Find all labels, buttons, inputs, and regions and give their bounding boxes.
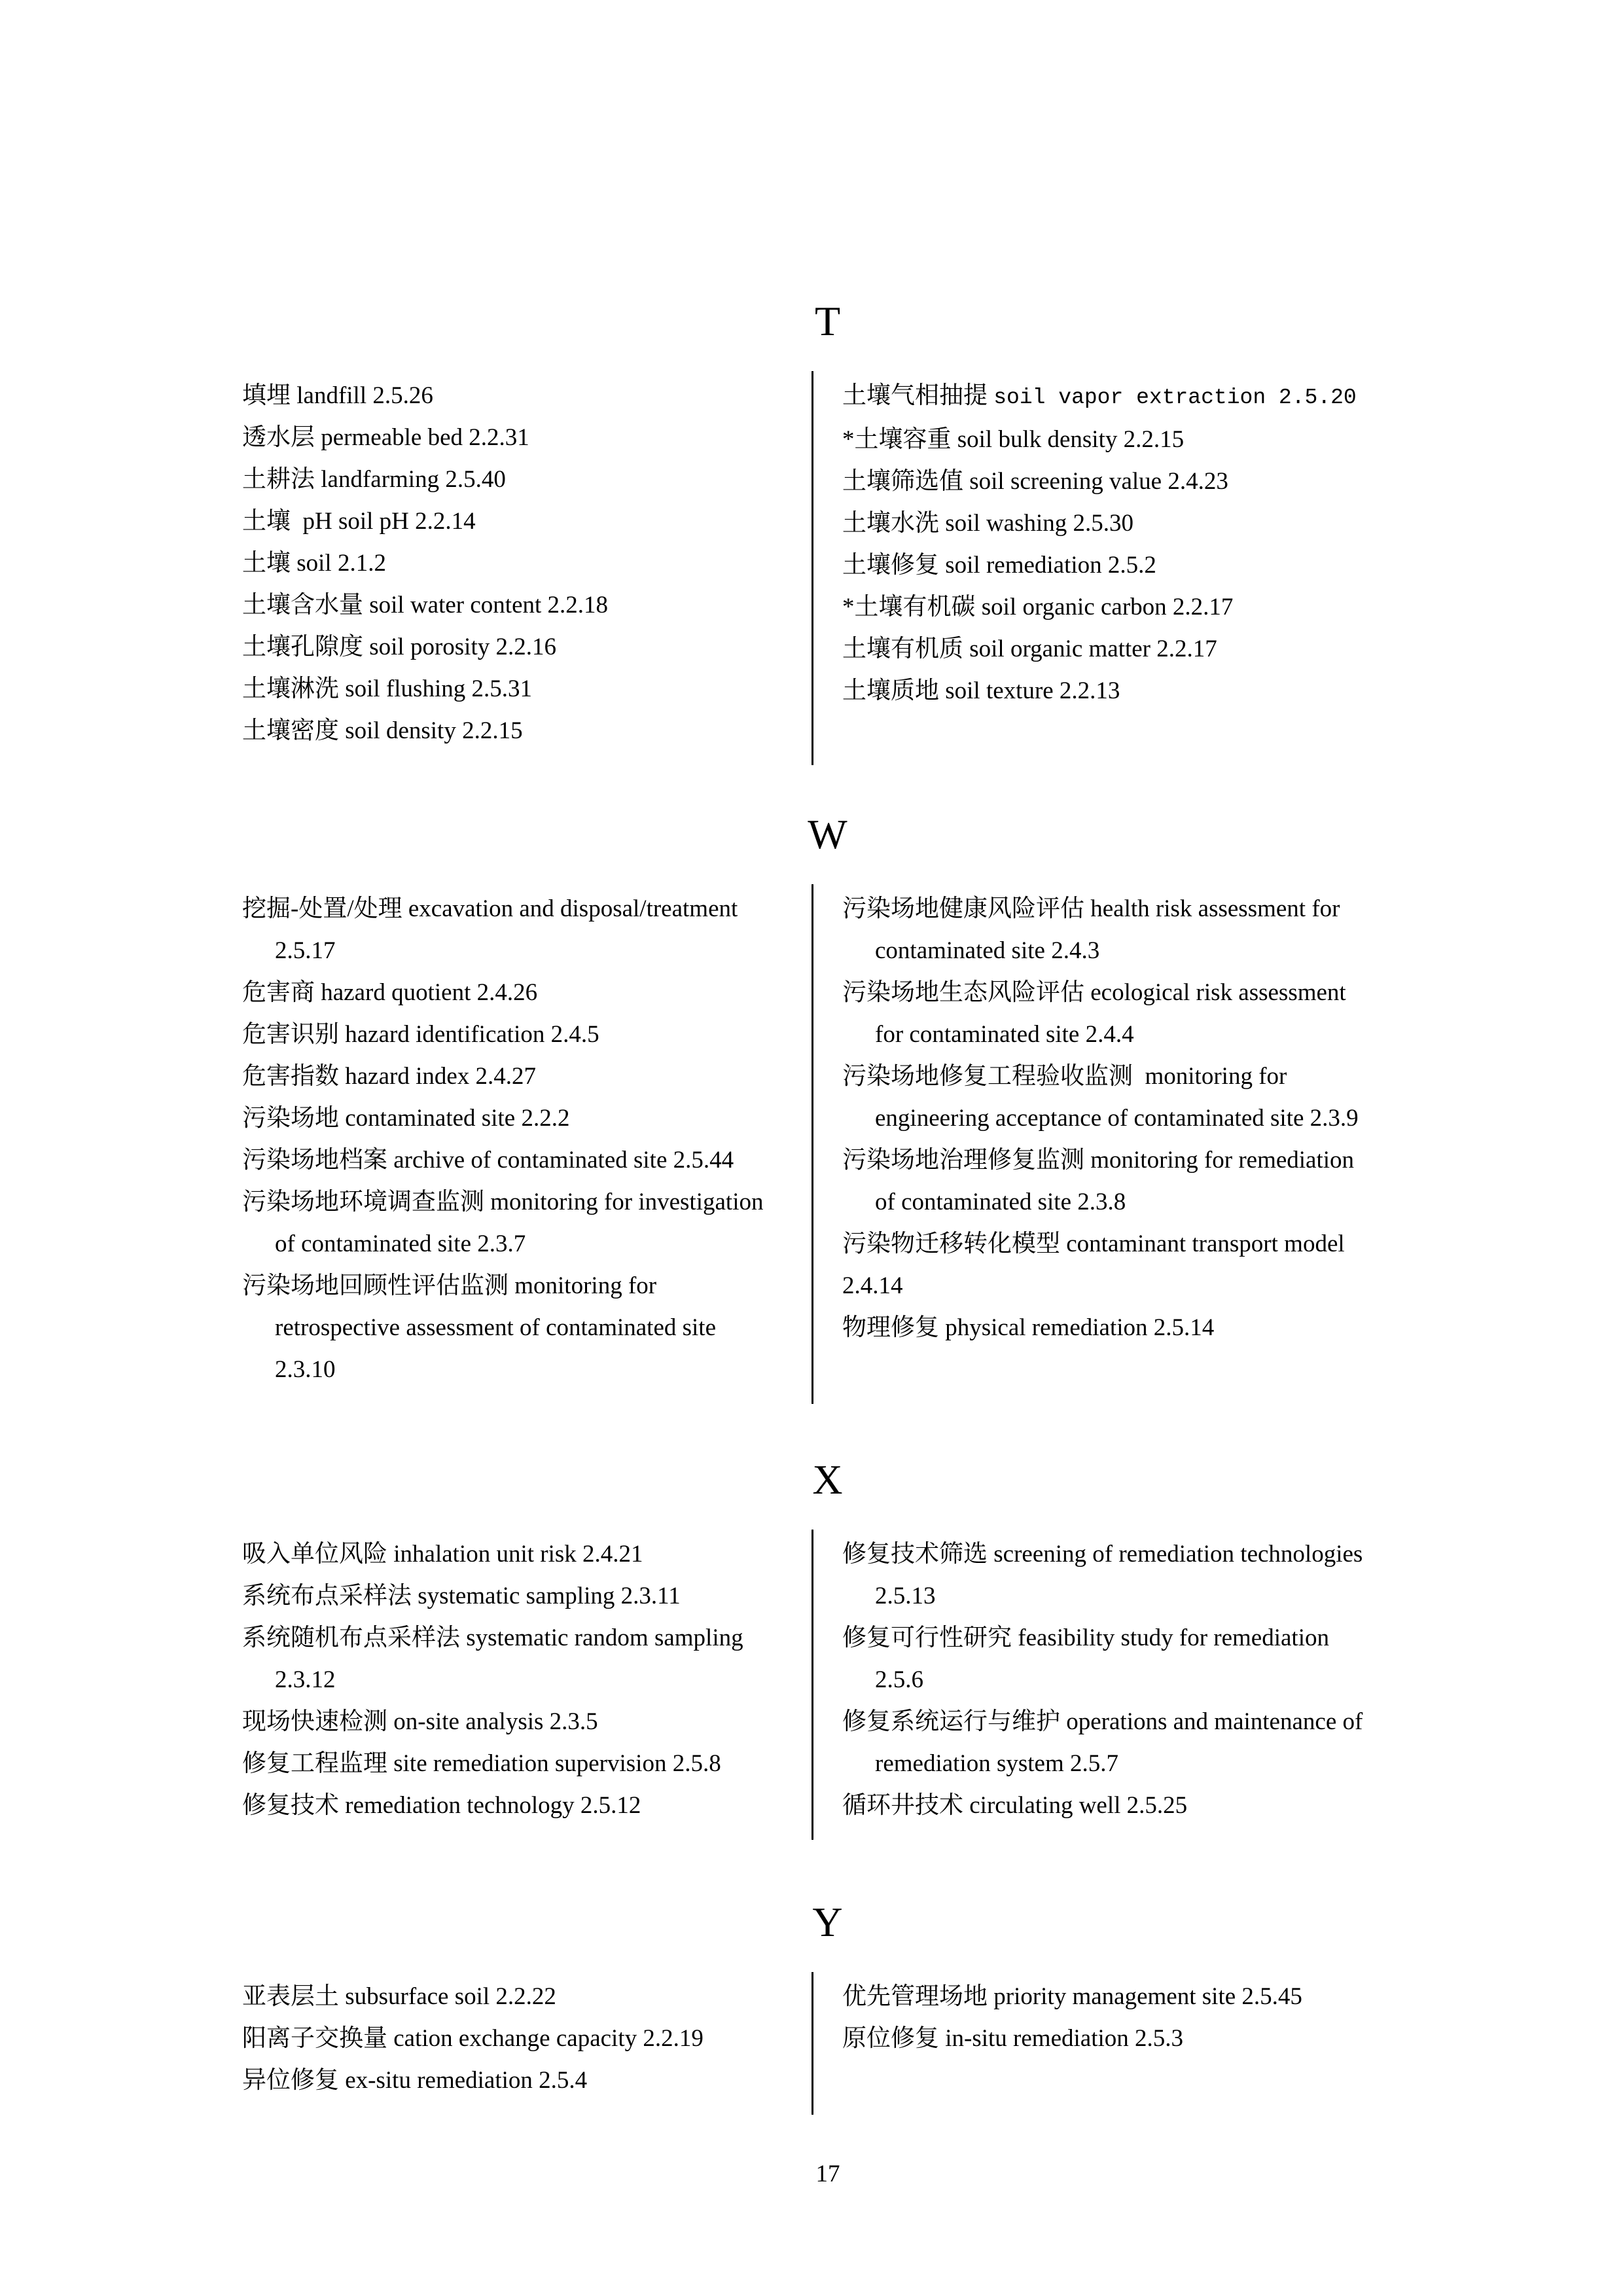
index-entry-line: 亚表层土 subsurface soil 2.2.22 [242,1983,556,2010]
index-entry-line: 2.5.13 [875,1583,936,1609]
index-entry-line: 污染物迁移转化模型 contaminant transport model [842,1230,1345,1257]
index-entry-line: 2.3.12 [275,1666,336,1693]
index-entry-line: 修复技术筛选 screening of remediation technologies [842,1541,1363,1568]
section-header-X: X [812,1456,844,1503]
index-entry-line: 系统随机布点采样法 systematic random sampling [242,1624,743,1651]
right-column [813,884,1414,1404]
left-column [242,1972,812,2115]
index-entry-line: 土壤 pH soil pH 2.2.14 [242,508,476,535]
index-entry-line: of contaminated site 2.3.8 [875,1189,1126,1215]
index-section-X [242,1456,1414,1840]
index-entry-line: 2.5.6 [875,1666,923,1693]
index-entry-line: 土耕法 landfarming 2.5.40 [242,466,506,493]
right-column [813,1972,1414,2115]
index-entry-line: 污染场地档案 archive of contaminated site 2.5.44 [242,1147,734,1174]
index-entry-line: remediation system 2.5.7 [875,1750,1118,1777]
section-header-T: T [814,298,842,344]
index-entry-line: for contaminated site 2.4.4 [875,1021,1134,1048]
index-entry-line: 现场快速检测 on-site analysis 2.3.5 [242,1708,598,1735]
index-entry-line: 土壤 soil 2.1.2 [242,550,386,577]
index-entry-line: 2.3.10 [275,1356,336,1383]
index-entry-line: 修复技术 remediation technology 2.5.12 [242,1792,641,1819]
index-entry-line: 挖掘-处置/处理 excavation and disposal/treatment [242,895,738,922]
index-entry-line: 土壤含水量 soil water content 2.2.18 [242,592,609,619]
index-entry-line: 阳离子交换量 cation exchange capacity 2.2.19 [242,2025,704,2052]
index-entry-line: 原位修复 in-situ remediation 2.5.3 [842,2025,1184,2052]
index-entry-line: 污染场地治理修复监测 monitoring for remediation [842,1147,1355,1174]
index-entry-line: engineering acceptance of contaminated site 2.3.9 [875,1105,1359,1132]
index-entry-line: 土壤密度 soil density 2.2.15 [242,717,523,744]
index-section-T [242,298,1414,765]
left-column [242,1530,812,1840]
index-entry-line: 填埋 landfill 2.5.26 [242,382,433,409]
index-entry-line: 物理修复 physical remediation 2.5.14 [842,1314,1215,1341]
index-entry-line: 修复可行性研究 feasibility study for remediation [842,1624,1329,1651]
page-number: 17 [815,2161,840,2187]
left-column [242,884,812,1404]
index-entry-line: 循环井技术 circulating well 2.5.25 [842,1792,1188,1819]
sections-root [242,298,1414,2115]
index-entry-line: 危害指数 hazard index 2.4.27 [242,1063,537,1090]
entry-term-chinese: 土壤气相抽提 [842,382,994,409]
index-section-Y [242,1899,1414,2115]
section-header-Y: Y [812,1899,844,1945]
right-column [813,371,1414,765]
index-entry-line: *土壤容重 soil bulk density 2.2.15 [842,426,1185,453]
index-entry-line: 2.5.17 [275,937,336,964]
index-section-W [242,811,1414,1404]
index-entry-line: *土壤有机碳 soil organic carbon 2.2.17 [842,594,1234,620]
index-entry-line: 优先管理场地 priority management site 2.5.45 [842,1983,1302,2010]
index-entry-line: 异位修复 ex-situ remediation 2.5.4 [242,2067,588,2094]
left-column [242,371,812,765]
index-entry-line: 危害商 hazard quotient 2.4.26 [242,979,538,1006]
entry-term-english-mono: soil vapor extraction 2.5.20 [993,386,1357,410]
index-entry-line: 土壤修复 soil remediation 2.5.2 [842,552,1156,579]
index-entry-line: contaminated site 2.4.3 [875,937,1100,964]
index-entry-line: 危害识别 hazard identification 2.4.5 [242,1021,599,1048]
index-entry-line: 土壤筛选值 soil screening value 2.4.23 [842,468,1228,495]
index-entry-line: of contaminated site 2.3.7 [275,1230,526,1257]
index-entry-line: 透水层 permeable bed 2.2.31 [242,424,529,451]
section-columns-T [242,371,1414,765]
index-entry-line: 系统布点采样法 systematic sampling 2.3.11 [242,1583,681,1609]
index-entry-line: 吸入单位风险 inhalation unit risk 2.4.21 [242,1541,643,1568]
index-entry-line: 土壤淋洗 soil flushing 2.5.31 [242,675,532,702]
section-columns-W [242,884,1414,1404]
index-entry-line: 土壤有机质 soil organic matter 2.2.17 [842,636,1217,662]
section-header-W: W [808,811,848,857]
index-entry-line [842,375,1414,419]
right-column [813,1530,1414,1840]
index-entry-line: 2.4.14 [842,1272,903,1299]
section-columns-X [242,1530,1414,1840]
index-entry-line: 污染场地 contaminated site 2.2.2 [242,1105,570,1132]
index-entry-line: 污染场地环境调查监测 monitoring for investigation [242,1189,764,1215]
index-entry-line: 修复工程监理 site remediation supervision 2.5.8 [242,1750,721,1777]
index-entry-line: 土壤水洗 soil washing 2.5.30 [842,510,1134,537]
index-entry-line: 污染场地健康风险评估 health risk assessment for [842,895,1340,922]
section-columns-Y [242,1972,1414,2115]
index-entry-line: 土壤孔隙度 soil porosity 2.2.16 [242,634,556,660]
index-entry-line: 污染场地修复工程验收监测 monitoring for [842,1063,1287,1090]
index-entry-line: 污染场地生态风险评估 ecological risk assessment [842,979,1346,1006]
index-entry-line: 污染场地回顾性评估监测 monitoring for [242,1272,657,1299]
index-entry-line: 修复系统运行与维护 operations and maintenance of [842,1708,1363,1735]
index-entry-line: 土壤质地 soil texture 2.2.13 [842,677,1120,704]
index-entry-line: retrospective assessment of contaminated site [275,1314,717,1341]
